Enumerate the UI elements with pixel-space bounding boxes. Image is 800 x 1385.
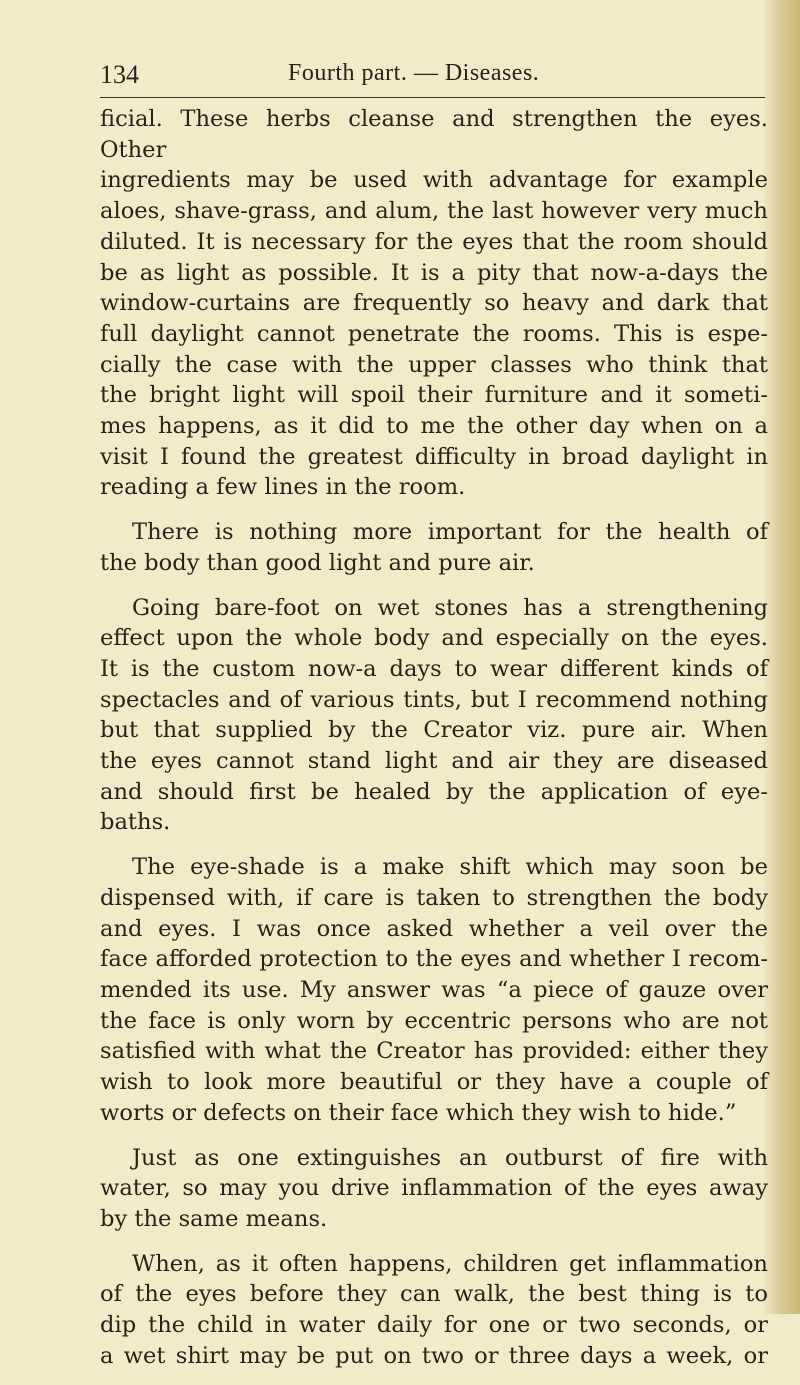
text-line: face afforded protection to the eyes and whether I recom- (100, 946, 768, 973)
paragraph (100, 517, 768, 578)
page-number: 134 (100, 60, 139, 89)
text-line: and eyes. I was once asked whether a veil over the (100, 915, 768, 942)
running-title: Fourth part. — Diseases. (288, 60, 540, 86)
text-line: ficial. These herbs cleanse and strengthen the eyes. Other (100, 106, 768, 163)
text-line: wish to look more beautiful or they have a couple of (100, 1069, 768, 1096)
text-line: diluted. It is necessary for the eyes that the room should (100, 228, 768, 255)
text-line: satisfied with what the Creator has provided: either they (100, 1038, 768, 1065)
text-line: by the same means. (100, 1205, 328, 1232)
text-line: full daylight cannot penetrate the rooms. This is espe- (100, 320, 768, 347)
text-line: When, as it often happens, children get inflammation (132, 1250, 768, 1277)
text-line: reading a few lines in the room. (100, 474, 466, 501)
text-line: spectacles and of various tints, but I recommend nothing (100, 686, 768, 713)
text-line: a wet shirt may be put on two or three days a week, or (100, 1342, 768, 1369)
header-rule (100, 97, 765, 98)
text-line: dip the child in water daily for one or two seconds, or (100, 1312, 768, 1339)
text-line: dispensed with, if care is taken to strengthen the body (100, 884, 768, 911)
text-line: and should first be healed by the application of eye- (100, 778, 768, 805)
text-line: There is nothing more important for the health of (132, 519, 768, 546)
paragraph (100, 1249, 768, 1372)
text-line: the bright light will spoil their furniture and it someti- (100, 382, 768, 409)
text-line: worts or defects on their face which they wish to hide.” (100, 1099, 737, 1126)
text-line: the eyes cannot stand light and air they are diseased (100, 748, 768, 775)
text-line: mes happens, as it did to me the other day when on a (100, 413, 768, 440)
text-line: Going bare-foot on wet stones has a strengthening (132, 594, 768, 621)
text-line: be as light as possible. It is a pity that now-a-days the (100, 259, 768, 286)
text-line: visit I found the greatest difficulty in broad daylight in (100, 443, 768, 470)
text-line: It is the custom now-a days to wear different kinds of (100, 655, 768, 682)
text-line: ingredients may be used with advantage for example (100, 167, 768, 194)
text-line: mended its use. My answer was “a piece of gauze over (100, 976, 768, 1003)
text-line: aloes, shave-grass, and alum, the last however very much (100, 198, 768, 225)
text-line: Just as one extinguishes an outburst of fire with (132, 1144, 768, 1171)
text-line: window-curtains are frequently so heavy and dark that (100, 290, 768, 317)
text-line: the face is only worn by eccentric persons who are not (100, 1007, 768, 1034)
page-header (100, 52, 766, 92)
text-line: baths. (100, 809, 171, 836)
text-line: the body than good light and pure air. (100, 549, 535, 576)
text-line: but that supplied by the Creator viz. pure air. When (100, 717, 768, 744)
paragraph (100, 852, 768, 1128)
text-line: water, so may you drive inflammation of the eyes away (100, 1175, 768, 1202)
page-edge (764, 0, 800, 1314)
text-line: effect upon the whole body and especially on the eyes. (100, 625, 768, 652)
paragraph (100, 593, 768, 839)
text-line: cially the case with the upper classes who think that (100, 351, 768, 378)
paragraph (100, 1143, 768, 1235)
body-text (100, 104, 768, 1385)
text-line: The eye-shade is a make shift which may soon be (132, 854, 768, 881)
text-line: of the eyes before they can walk, the best thing is to (100, 1281, 768, 1308)
paragraph (100, 104, 768, 503)
